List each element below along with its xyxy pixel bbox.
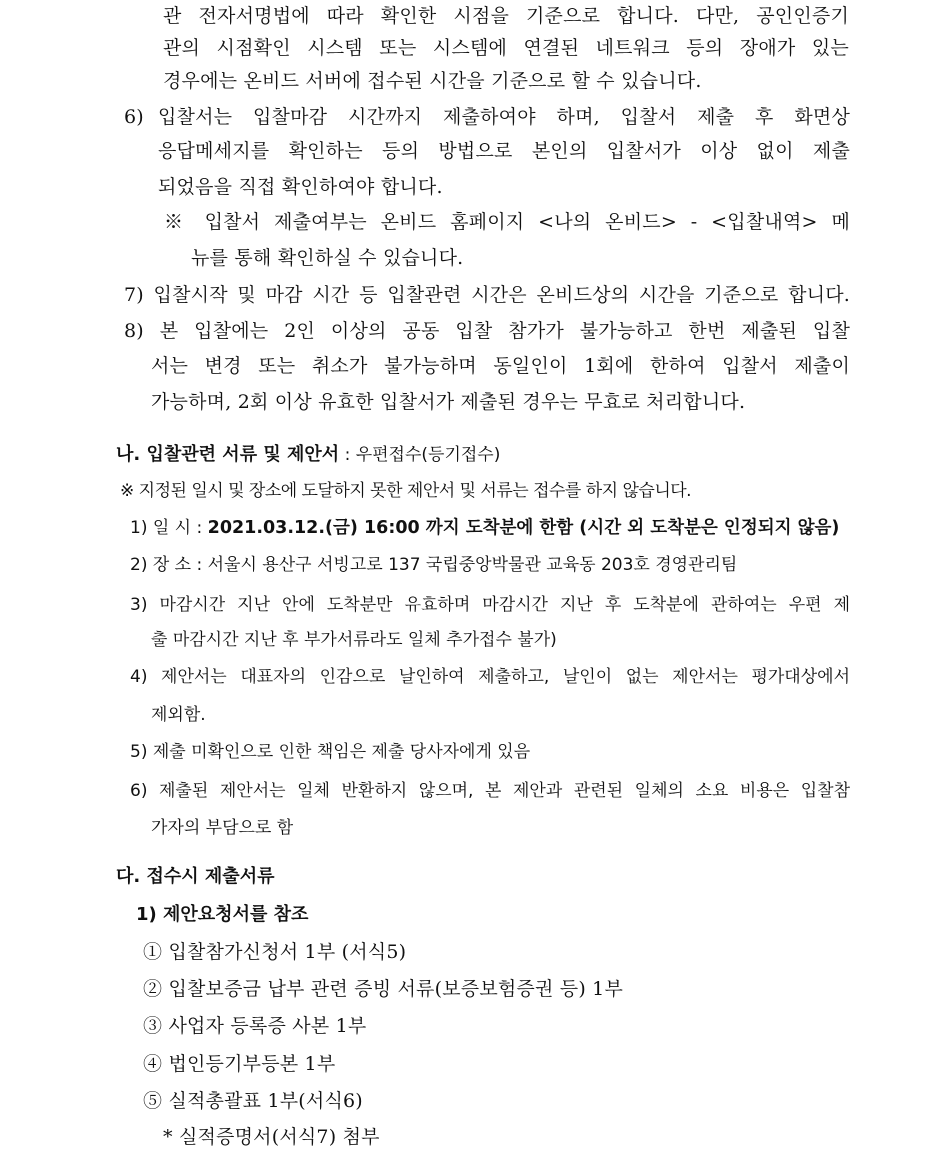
section-heading-title: 나. 입찰관련 서류 및 제안서 — [116, 444, 340, 465]
list-item: 가자의 부담으로 함 — [151, 818, 294, 838]
deadline-value: 2021.03.12.(금) 16:00 까지 도착분에 한함 (시간 외 도착분은 인정되지 않음) — [207, 518, 840, 538]
section-heading: 다. 접수시 제출서류 — [116, 866, 275, 887]
document-item: ② 입찰보증금 납부 관련 증빙 서류(보증보험증권 등) 1부 — [143, 978, 624, 1000]
list-item: 5) 제출 미확인으로 인한 책임은 제출 당사자에게 있음 — [130, 742, 531, 762]
list-item: 6) 제출된 제안서는 일체 반환하지 않으며, 본 제안과 관련된 일체의 소요 비용은 입찰참 — [130, 781, 850, 801]
item7-line: 7) 입찰시작 및 마감 시간 등 입찰관련 시간은 온비드상의 시간을 기준으로 합니다. — [124, 284, 850, 306]
document-item: ① 입찰참가신청서 1부 (서식5) — [143, 941, 407, 963]
item6-line: 되었음을 직접 확인하여야 합니다. — [158, 176, 443, 198]
item-number: 6) — [124, 106, 144, 128]
list-item: 제외함. — [151, 705, 206, 725]
list-item: 출 마감시간 지난 후 부가서류라도 일체 추가접수 불가) — [151, 630, 557, 650]
deadline-item — [130, 513, 839, 542]
document-item: ⑤ 실적총괄표 1부(서식6) — [143, 1090, 363, 1112]
item6-line: 입찰서는 입찰마감 시간까지 제출하여야 하며, 입찰서 제출 후 화면상 — [158, 106, 850, 128]
list-item: 3) 마감시간 지난 안에 도착분만 유효하며 마감시간 지난 후 도착분에 관하여는 우편 제 — [130, 595, 850, 615]
location-item: 2) 장 소 : 서울시 용산구 서빙고로 137 국립중앙박물관 교육동 203호 경영관리팀 — [130, 555, 738, 575]
section-heading — [116, 440, 500, 469]
section-heading-method: : 우편접수(등기접수) — [339, 445, 501, 465]
item8-line: 서는 변경 또는 취소가 불가능하며 동일인이 1회에 한하여 입찰서 제출이 — [151, 355, 850, 377]
document-item: ④ 법인등기부등본 1부 — [143, 1053, 336, 1075]
item6-note: ※ 입찰서 제출여부는 온비드 홈페이지 <나의 온비드> - <입찰내역> 메 — [164, 211, 850, 233]
item8-line: 가능하며, 2회 이상 유효한 입찰서가 제출된 경우는 무효로 처리합니다. — [151, 391, 746, 413]
document-item-note: * 실적증명서(서식7) 첨부 — [163, 1126, 380, 1148]
item6-line: 응답메세지를 확인하는 등의 방법으로 본인의 입찰서가 이상 없이 제출 — [158, 140, 850, 162]
item8-line: 8) 본 입찰에는 2인 이상의 공동 입찰 참가가 불가능하고 한번 제출된 입찰 — [124, 320, 850, 342]
item6-note: 뉴를 통해 확인하실 수 있습니다. — [191, 247, 464, 269]
list-item: 4) 제안서는 대표자의 인감으로 날인하여 제출하고, 날인이 없는 제안서는 평가대상에서 — [130, 667, 850, 687]
paragraph-line: 관의 시점확인 시스템 또는 시스템에 연결된 네트워크 등의 장애가 있는 — [163, 37, 849, 59]
subsection-heading: 1) 제안요청서를 참조 — [136, 904, 309, 925]
section-note: ※ 지정된 일시 및 장소에 도달하지 못한 제안서 및 서류는 접수를 하지 않습니다. — [120, 481, 692, 501]
paragraph-line: 경우에는 온비드 서버에 접수된 시간을 기준으로 할 수 있습니다. — [163, 70, 702, 92]
deadline-label: 1) 일 시 : — [130, 518, 208, 538]
paragraph-line: 관 전자서명법에 따라 확인한 시점을 기준으로 합니다. 다만, 공인인증기 — [163, 5, 849, 27]
document-item: ③ 사업자 등록증 사본 1부 — [143, 1015, 367, 1037]
